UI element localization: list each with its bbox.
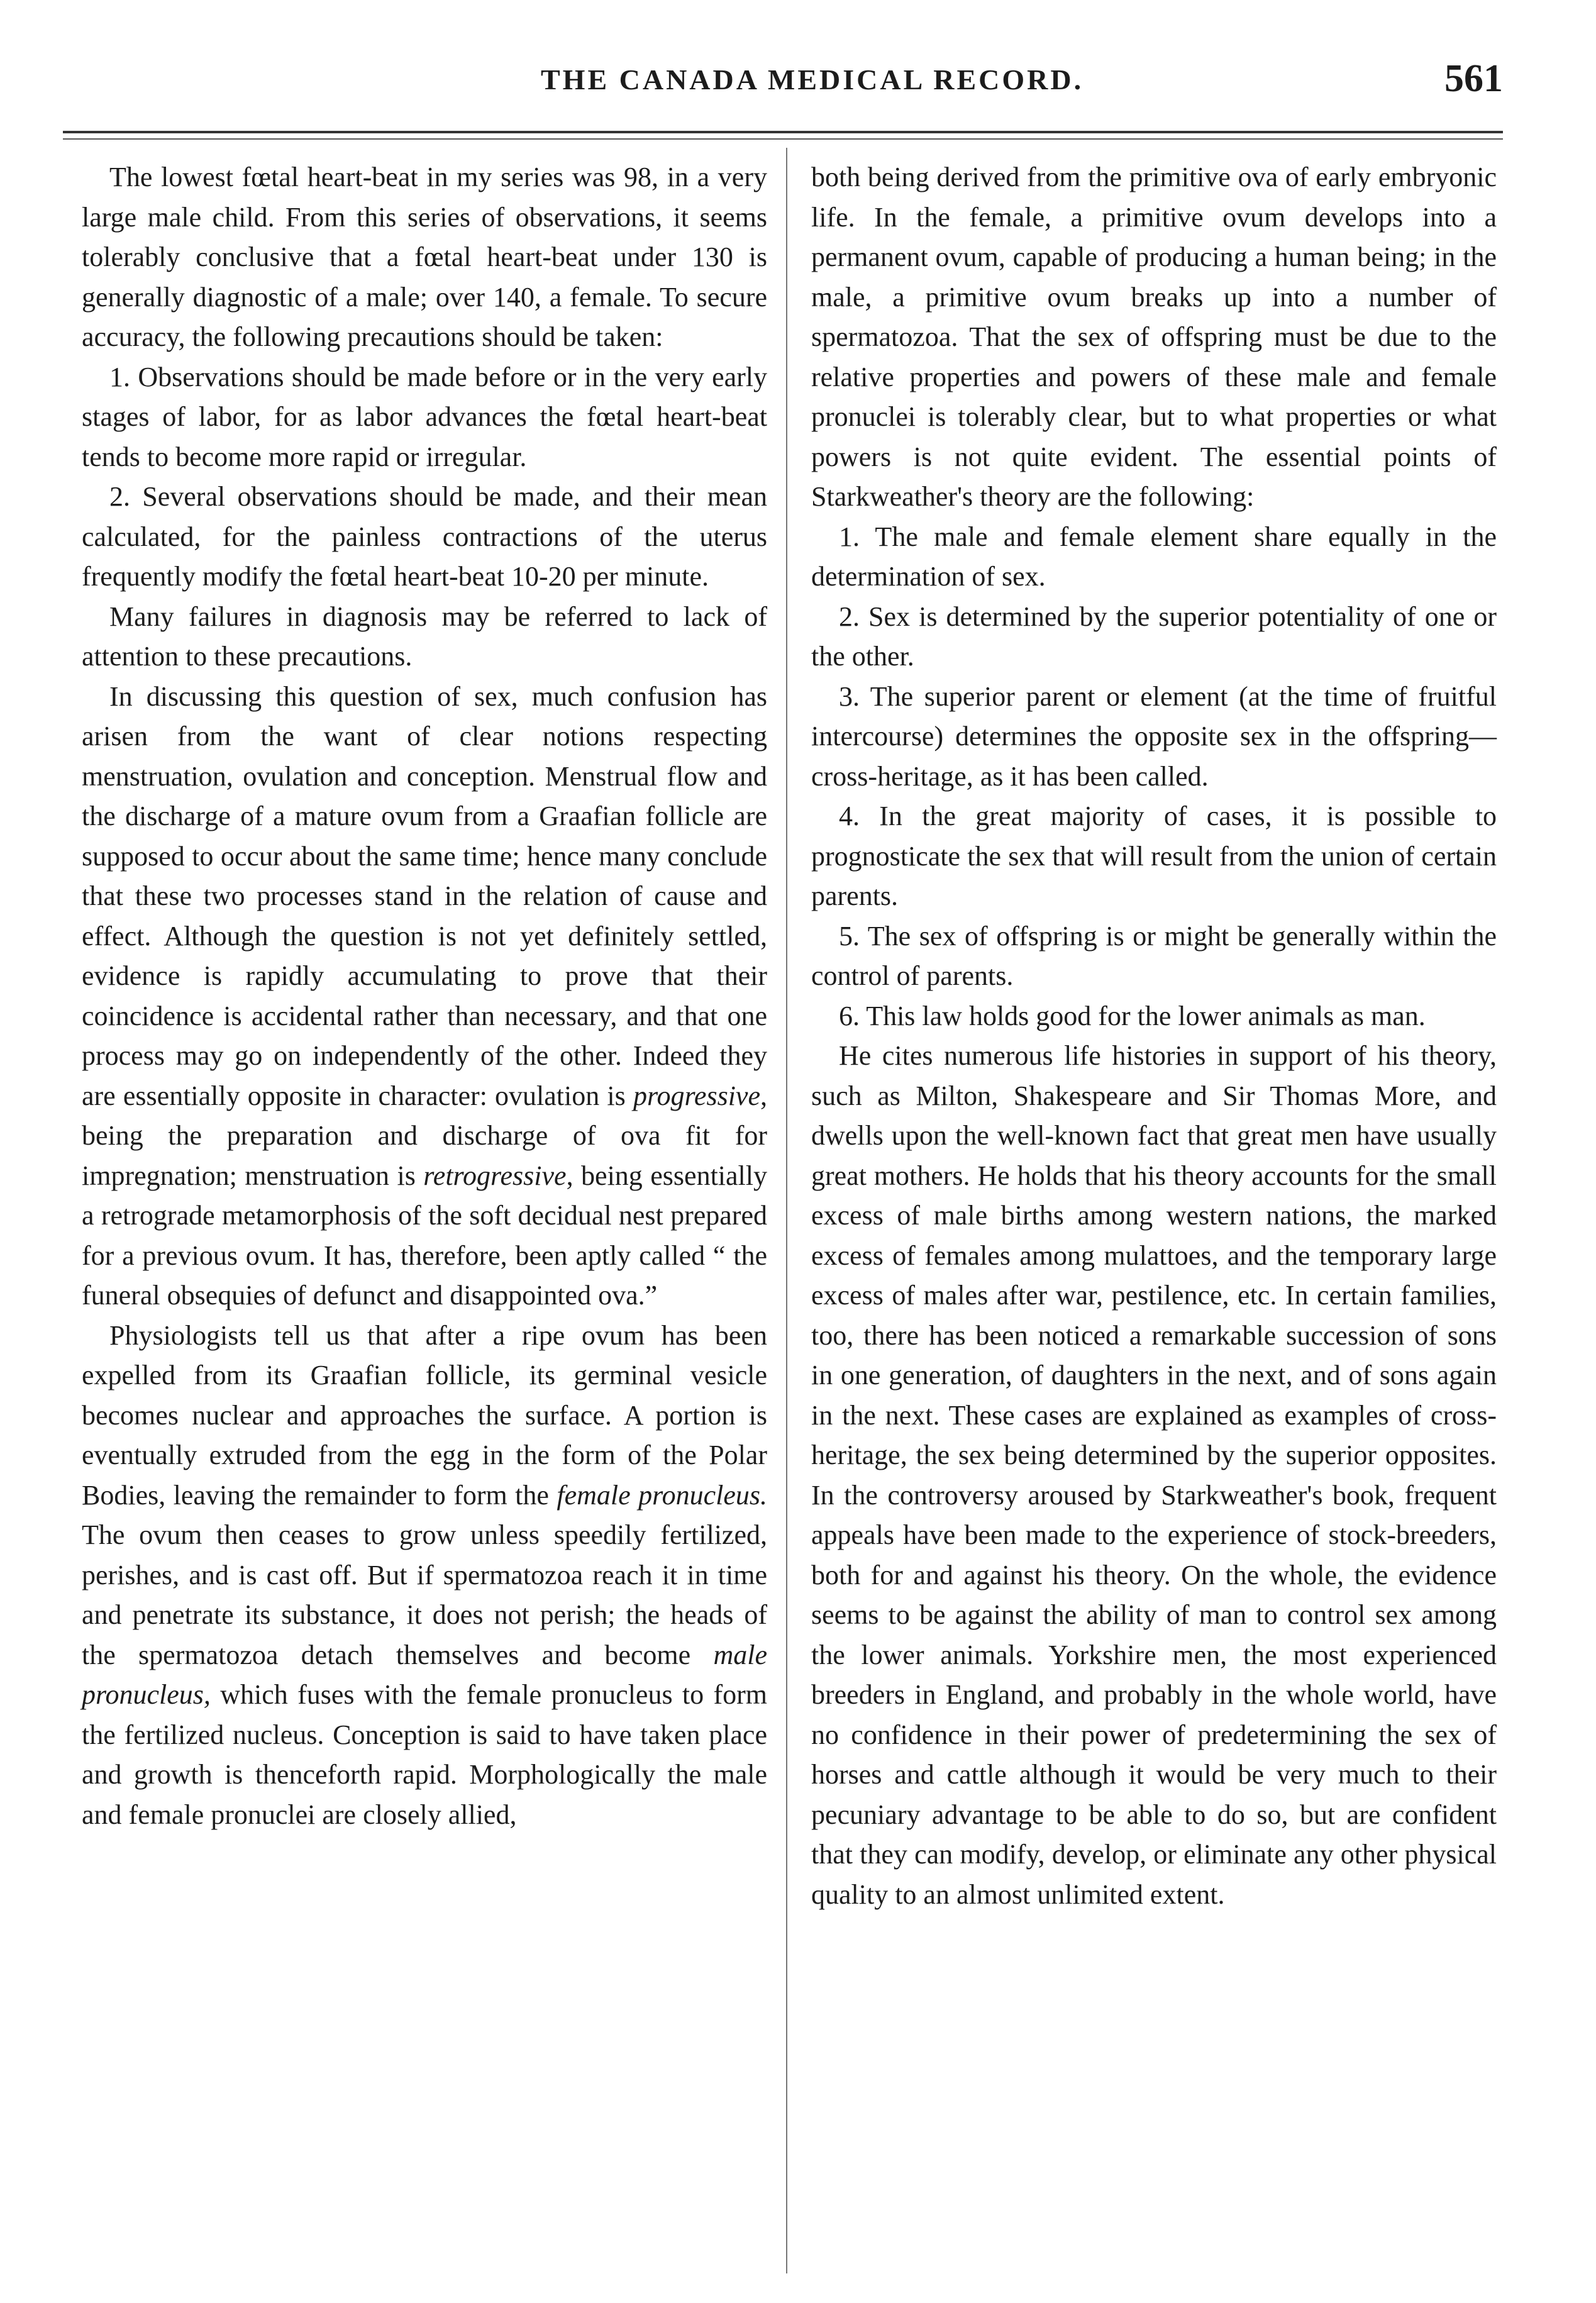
italic-term: male pronucleus, bbox=[82, 1639, 767, 1710]
header-rule bbox=[63, 131, 1503, 133]
column-divider bbox=[786, 148, 787, 2273]
text-run: Physiologists tell us that after a ripe ovum has been expelled from its Graafian follicle, its germinal vesicle becomes nuclear and approaches the surface. A portion is eventually extruded from the egg in the form of the Polar Bodies, leaving the remainder to form the bbox=[82, 1319, 767, 1511]
theory-point-5: 5. The sex of offspring is or might be generally within the control of parents. bbox=[811, 920, 1497, 991]
theory-point-4: 4. In the great majority of cases, it is possible to prognosticate the sex that will result from the union of certain parents. bbox=[811, 801, 1497, 911]
paragraph-failures: Many failures in diagnosis may be referred to lack of attention to these precautions. bbox=[82, 601, 767, 672]
paragraph-physiologists bbox=[82, 1316, 767, 1835]
left-column bbox=[82, 157, 767, 2270]
text-run: , being essentially a retrograde metamorphosis of the soft decidual nest prepared for a previous ovum. It has, therefore, been aptly called “ the funeral obsequies of defunct and disappointed ova.” bbox=[82, 1160, 767, 1311]
italic-term: retrogressive bbox=[423, 1160, 567, 1191]
italic-term: progressive bbox=[633, 1080, 760, 1111]
right-column bbox=[811, 157, 1497, 2270]
precaution-2: 2. Several observations should be made, and their mean calculated, for the painless contractions of the uterus frequently modify the fœtal heart-beat 10-20 per minute. bbox=[82, 481, 767, 592]
page-number: 561 bbox=[1444, 57, 1503, 100]
paragraph-heart-beat: The lowest fœtal heart-beat in my series was 98, in a very large male child. From this series of observations, it seems tolerably conclusive that a fœtal heart-beat under 130 is generally diagnostic of a male; over 140, a female. To secure accuracy, the following precautions should be taken: bbox=[82, 162, 767, 352]
paragraph-life-histories: He cites numerous life histories in support of his theory, such as Milton, Shakespeare and Sir Thomas More, and dwells upon the well-known fact that great men have usually great mothers. He holds that his theory accounts for the small excess of male births among western nations, the marked excess of females among mulattoes, and the temporary large excess of males after war, pestilence, etc. In certain families, too, there has been noticed a remarkable succession of sons in one generation, of daughters in the next, and of sons again in the next. These cases are explained as examples of cross-heritage, the sex being determined by the superior opposites. In the controversy aroused by Starkweather's book, frequent appeals have been made to the experience of stock-breeders, both for and against his theory. On the whole, the evidence seems to be against the ability of man to control sex among the lower animals. Yorkshire men, the most experienced breeders in England, and probably in the whole world, have no confidence in their power of predetermining the sex of horses and cattle although it would be very much to their pecuniary advantage to be able to do so, but are confident that they can modify, develop, or eliminate any other physical quality to an almost unlimited extent. bbox=[811, 1040, 1497, 1910]
text-run: , being the preparation and discharge of ova fit for impregnation; menstruation is bbox=[82, 1080, 767, 1191]
italic-term: female pronucleus. bbox=[557, 1479, 767, 1511]
text-run: which fuses with the female pronucleus to form the fertilized nucleus. Conception is said to have taken place and growth is thenceforth rapid. Morphologically the male and female pronuclei are closely allied, bbox=[82, 1679, 767, 1830]
running-title: THE CANADA MEDICAL RECORD. bbox=[541, 64, 1084, 96]
theory-point-2: 2. Sex is determined by the superior potentiality of one or the other. bbox=[811, 601, 1497, 672]
precaution-1: 1. Observations should be made before or in the very early stages of labor, for as labor advances the fœtal heart-beat tends to become more rapid or irregular. bbox=[82, 361, 767, 472]
paragraph-menstruation bbox=[82, 677, 767, 1316]
theory-point-6: 6. This law holds good for the lower animals as man. bbox=[839, 1000, 1426, 1031]
page-header bbox=[63, 57, 1503, 107]
theory-point-1: 1. The male and female element share equally in the determination of sex. bbox=[811, 521, 1497, 592]
theory-point-3: 3. The superior parent or element (at the time of fruitful intercourse) determines the opposite sex in the offspring—cross-heritage, as it has been called. bbox=[811, 680, 1497, 792]
paragraph-continuation: both being derived from the primitive ova of early embryonic life. In the female, a primitive ovum develops into a permanent ovum, capable of producing a human being; in the male, a primitive ovum breaks up into a number of spermatozoa. That the sex of offspring must be due to the relative properties and powers of these male and female pronuclei is tolerably clear, but to what properties or what powers is not quite evident. The essential points of Starkweather's theory are the following: bbox=[811, 162, 1497, 512]
header-rule-thin bbox=[63, 138, 1503, 140]
text-run: In discussing this question of sex, much confusion has arisen from the want of clear notions respecting menstruation, ovulation and conception. Menstrual flow and the discharge of a mature ovum from a Graafian follicle are supposed to occur about the same time; hence many conclude that these two processes stand in the relation of cause and effect. Although the question is not yet definitely settled, evidence is rapidly accumulating to prove that their coincidence is accidental rather than necessary, and that one process may go on independently of the other. Indeed they are essentially opposite in character: ovulation is bbox=[82, 680, 767, 1111]
text-run: The ovum then ceases to grow unless speedily fertilized, perishes, and is cast off. But if spermatozoa reach it in time and penetrate its substance, it does not perish; the heads of the spermatozoa detach themselves and become bbox=[82, 1519, 767, 1670]
